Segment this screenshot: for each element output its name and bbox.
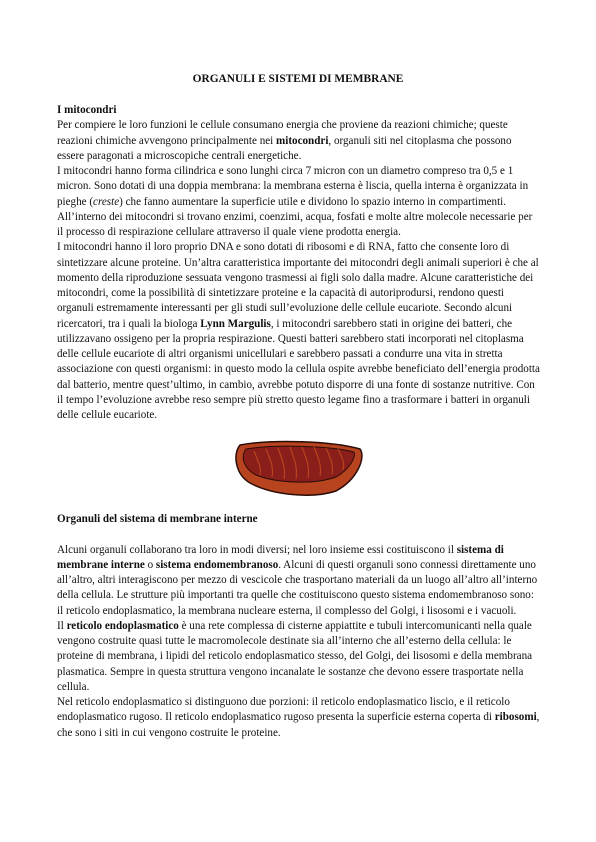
section-membrane-interne: [57, 512, 541, 741]
paragraph: [57, 543, 541, 619]
text-run: Per compiere le loro funzioni le cellule consumano energia che proviene da reazioni chimiche; queste reazioni chimiche avvengono principalmente nei: [57, 119, 508, 147]
paragraph: [57, 619, 541, 695]
text-run: , i mitocondri sarebbero stati in origine dei batteri, che utilizzavano ossigeno per la propria respirazione. Questi batteri sarebbero stati incorporati nel citoplasma delle cellule eucariote di altri organismi unicellulari e sarebbero passati a condurre una vita in stretta associazione con questi organismi: in questo modo la cellula ospite avrebbe beneficiato dell’energia prodotta dal batterio, mentre quest’ultimo, in cambio, avrebbe potuto disporre di una fonte di sostanze nutritive. Con il tempo l’evoluzione avrebbe reso sempre più stretto questo legame fino a trasformare i batteri in organuli delle cellule eucariote.: [57, 317, 540, 421]
mitochondrion-illustration: [232, 435, 366, 499]
paragraph: [57, 118, 541, 164]
text-run: I mitocondri hanno forma cilindrica e sono lunghi circa 7 micron con un diametro compreso tra 0,5 e 1 micron. Sono dotati di una doppia membrana: la membrana esterna è liscia, quella interna è organizzata in pieghe (: [57, 165, 529, 208]
bold-term: ribosomi: [494, 711, 537, 724]
bold-term: Lynn Margulis: [200, 317, 271, 330]
bold-term: reticolo endoplasmatico: [66, 619, 179, 632]
section-heading: Organuli del sistema di membrane interne: [57, 513, 258, 525]
text-run: Alcuni organuli collaborano tra loro in modi diversi; nel loro insieme essi costituiscono il: [57, 543, 457, 556]
paragraph: [57, 240, 541, 423]
text-run: , che sono i siti in cui vengono costruite le proteine.: [57, 711, 540, 739]
bold-term: sistema di membrane interne: [57, 543, 504, 571]
text-run: Il: [57, 619, 67, 632]
bold-term: mitocondri: [276, 134, 329, 147]
bold-term: sistema endomembranoso: [155, 558, 279, 571]
section-heading: I mitocondri: [57, 104, 117, 116]
text-run: , organuli siti nel citoplasma che possono essere paragonati a microscopiche centrali energetiche.: [57, 134, 512, 162]
text-run: è una rete complessa di cisterne appiattite e tubuli intercomunicanti nella quale vengono costruite quasi tutte le macromolecole destinate sia all’interno che all’esterno della cellula: le proteine di membrana, i lipidi del reticolo endoplasmatico stesso, del Golgi, dei lisosomi e della membrana plasmatica. Sempre in questa struttura vengono incanalate le sostanze che devono essere trasportate nella cellula.: [57, 619, 533, 693]
text-run: ) che fanno aumentare la superficie utile e dividono lo spazio interno in compartimenti. All’interno dei mitocondri si trovano enzimi, coenzimi, acqua, fosfati e molte altre molecole necessarie per il processo di respirazione cellulare attraverso il quale viene prodotta energia.: [57, 195, 533, 238]
paragraph: [57, 695, 541, 741]
text-run: . Alcuni di questi organuli sono connessi direttamente uno all’altro, altri interagiscono per mezzo di vescicole che trasportano materiali da un luogo all’altro all’interno della cellula. Le strutture più importanti tra quelle che costituiscono questo sistema endomembranoso sono: il reticolo endoplasmatico, la membrana nucleare esterna, il complesso del Golgi, i lisosomi e i vacuoli.: [57, 558, 538, 617]
page-title: ORGANULI E SISTEMI DI MEMBRANE: [192, 73, 404, 85]
italic-term: creste: [93, 195, 120, 208]
text-run: Nel reticolo endoplasmatico si distinguono due porzioni: il reticolo endoplasmatico liscio, e il reticolo endoplasmatico rugoso. Il reticolo endoplasmatico rugoso presenta la superficie esterna coperta di: [57, 696, 510, 724]
section-mitocondri: [57, 103, 541, 423]
text-run: I mitocondri hanno il loro proprio DNA e sono dotati di ribosomi e di RNA, fatto che consente loro di sintetizzare alcune proteine. Un’altra caratteristica importante dei mitocondri degli animali superiori è che al momento della riproduzione sessuata vengono trasmessi ai figli solo dalla madre. Alcune caratteristiche dei mitocondri, come la possibilità di sintetizzare proteine e la capacità di autoriprodursi, rendono questi organuli estremamente interessanti per gli studi sull’evoluzione delle cellule eucariote. Secondo alcuni ricercatori, tra i quali la biologa: [57, 241, 539, 330]
paragraph: [57, 164, 541, 240]
blank-line: [57, 527, 541, 542]
text-run: o: [144, 558, 156, 571]
